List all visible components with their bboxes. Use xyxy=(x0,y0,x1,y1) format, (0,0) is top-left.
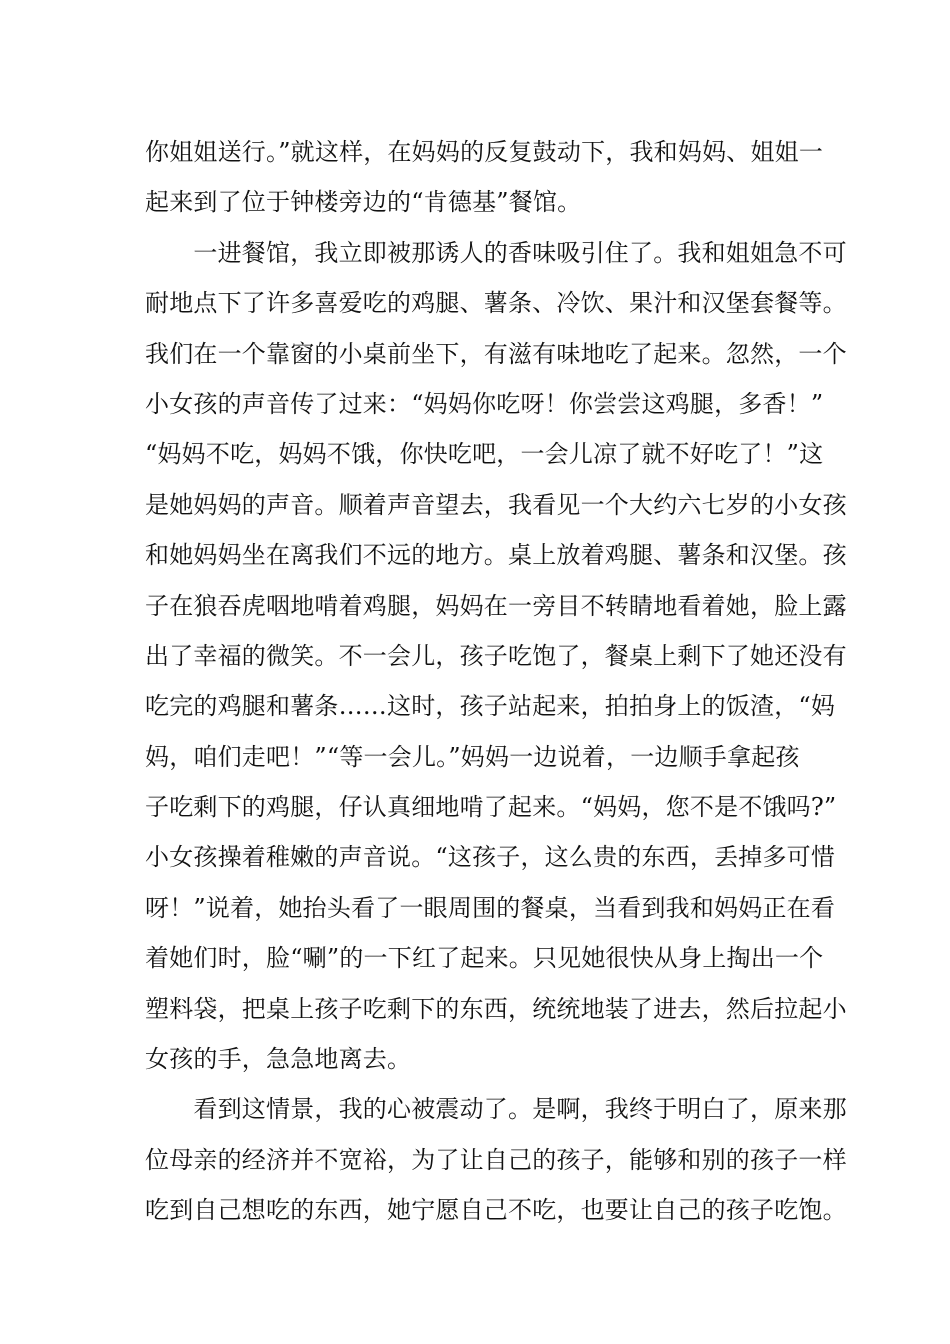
text-line: 着她们时，脸“唰”的一下红了起来。只见她很快从身上掏出一个 xyxy=(145,944,824,973)
text-line: 小女孩操着稚嫩的声音说。“这孩子，这么贵的东西，丢掉多可惜 xyxy=(145,843,836,872)
text-line: 呀！”说着，她抬头看了一眼周围的餐桌，当看到我和妈妈正在看 xyxy=(145,893,836,922)
text-line: 耐地点下了许多喜爱吃的鸡腿、薯条、冷饮、果汁和汉堡套餐等。 xyxy=(145,289,847,318)
text-line: 妈，咱们走吧！”“等一会儿。”妈妈一边说着，一边顺手拿起孩 xyxy=(145,742,800,771)
text-line: 吃到自己想吃的东西，她宁愿自己不吃，也要让自己的孩子吃饱。 xyxy=(145,1196,847,1225)
text-line: 是她妈妈的声音。顺着声音望去，我看见一个大约六七岁的小女孩 xyxy=(145,490,847,519)
text-line: 和她妈妈坐在离我们不远的地方。桌上放着鸡腿、薯条和汉堡。孩 xyxy=(145,541,847,570)
text-line: 你姐姐送行。”就这样，在妈妈的反复鼓动下，我和妈妈、姐姐一 xyxy=(145,138,824,166)
body-text xyxy=(145,127,847,1236)
text-line: 看到这情景，我的心被震动了。是啊，我终于明白了，原来那 xyxy=(145,1095,847,1124)
text-line: 一进餐馆，我立即被那诱人的香味吸引住了。我和姐姐急不可 xyxy=(145,238,847,267)
text-line: 小女孩的声音传了过来：“妈妈你吃呀！你尝尝这鸡腿，多香！” xyxy=(145,389,824,418)
text-line: 位母亲的经济并不宽裕，为了让自己的孩子，能够和别的孩子一样 xyxy=(145,1145,847,1174)
text-line: 吃完的鸡腿和薯条……这时，孩子站起来，拍拍身上的饭渣，“妈 xyxy=(145,692,836,721)
text-line: 子吃剩下的鸡腿，仔认真细地啃了起来。“妈妈，您不是不饿吗?” xyxy=(145,793,837,822)
text-line: 出了幸福的微笑。不一会儿，孩子吃饱了，餐桌上剩下了她还没有 xyxy=(145,641,847,670)
text-line: 女孩的手，急急地离去。 xyxy=(145,1045,412,1074)
text-line: 我们在一个靠窗的小桌前坐下，有滋有味地吃了起来。忽然，一个 xyxy=(145,339,847,368)
text-line: “妈妈不吃，妈妈不饿，你快吃吧，一会儿凉了就不好吃了！”这 xyxy=(145,440,824,469)
text-line: 塑料袋，把桌上孩子吃剩下的东西，统统地装了进去，然后拉起小 xyxy=(145,994,847,1023)
text-line: 子在狼吞虎咽地啃着鸡腿，妈妈在一旁目不转睛地看着她，脸上露 xyxy=(145,591,847,620)
text-line: 起来到了位于钟楼旁边的“肯德基”餐馆。 xyxy=(145,188,582,217)
